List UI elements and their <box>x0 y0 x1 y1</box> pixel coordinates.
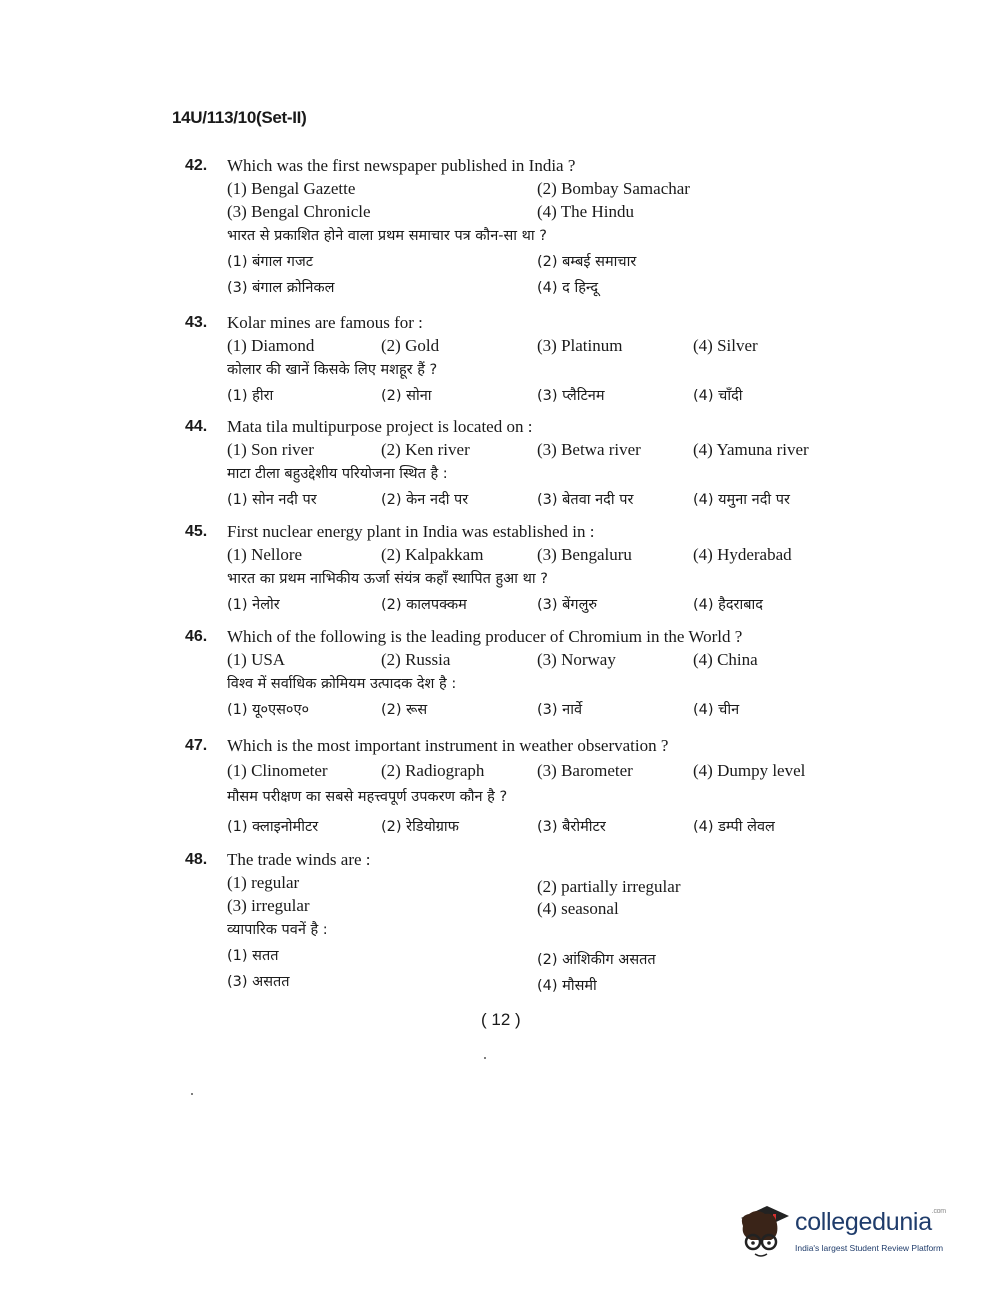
option-hi-4: (4) डम्पी लेवल <box>693 819 775 835</box>
option-en-2: (2) Russia <box>381 650 451 669</box>
option-en-4: (4) Dumpy level <box>693 761 806 780</box>
option-hi-2: (2) रेडियोग्राफ <box>381 819 459 835</box>
option-en-1: (1) Son river <box>227 440 314 459</box>
option-en-1: (1) Clinometer <box>227 761 328 780</box>
question-44 <box>185 415 865 513</box>
option-hi-2: (2) कालपक्कम <box>381 597 467 613</box>
collegedunia-logo <box>733 1196 963 1266</box>
question-text-en: The trade winds are : <box>227 850 371 869</box>
option-en-1: (1) Bengal Gazette <box>227 179 356 198</box>
option-en-3: (3) Platinum <box>537 336 623 355</box>
scan-speck <box>191 1093 193 1095</box>
option-hi-3: (3) बेंगलुरु <box>537 597 598 613</box>
option-en-3: (3) Bengaluru <box>537 545 632 564</box>
page-number: ( 12 ) <box>481 1010 521 1029</box>
question-text-hi: विश्व में सर्वाधिक क्रोमियम उत्पादक देश है : <box>227 676 457 692</box>
question-number: 44. <box>185 418 208 435</box>
option-en-2: (2) Ken river <box>381 440 470 459</box>
question-text-hi: भारत का प्रथम नाभिकीय ऊर्जा संयंत्र कहाँ स्थापित हुआ था ? <box>227 571 548 587</box>
question-text-hi: भारत से प्रकाशित होने वाला प्रथम समाचार पत्र कौन-सा था ? <box>227 228 547 244</box>
question-number: 42. <box>185 157 208 174</box>
question-text-hi: माटा टीला बहुउद्देशीय परियोजना स्थित है : <box>227 466 448 482</box>
question-text-en: First nuclear energy plant in India was established in : <box>227 522 595 541</box>
option-en-4: (4) seasonal <box>537 899 619 918</box>
question-number: 47. <box>185 737 208 754</box>
option-en-3: (3) Barometer <box>537 761 633 780</box>
question-text-en: Mata tila multipurpose project is located on : <box>227 417 533 436</box>
scan-speck <box>484 1057 486 1059</box>
option-hi-1: (1) हीरा <box>227 388 274 404</box>
option-hi-1: (1) बंगाल गजट <box>227 254 314 270</box>
option-en-3: (3) Norway <box>537 650 616 669</box>
option-hi-2: (2) केन नदी पर <box>381 492 469 508</box>
option-en-2: (2) partially irregular <box>537 877 681 896</box>
question-45 <box>185 520 865 618</box>
option-hi-4: (4) चाँदी <box>693 388 743 404</box>
option-en-1: (1) Diamond <box>227 336 315 355</box>
question-number: 45. <box>185 523 208 540</box>
option-hi-2: (2) रूस <box>381 702 428 718</box>
mascot-icon <box>733 1196 793 1266</box>
question-text-hi: मौसम परीक्षण का सबसे महत्त्वपूर्ण उपकरण कौन है ? <box>227 789 508 805</box>
option-en-4: (4) China <box>693 650 758 669</box>
option-en-3: (3) irregular <box>227 896 310 915</box>
question-text-en: Which was the first newspaper published in India ? <box>227 156 576 175</box>
question-46 <box>185 625 865 723</box>
question-text-en: Which of the following is the leading producer of Chromium in the World ? <box>227 627 743 646</box>
option-en-1: (1) regular <box>227 873 300 892</box>
option-en-3: (3) Betwa river <box>537 440 641 459</box>
question-text-en: Kolar mines are famous for : <box>227 313 423 332</box>
option-en-1: (1) Nellore <box>227 545 303 564</box>
option-en-4: (4) Silver <box>693 336 758 355</box>
option-en-2: (2) Kalpakkam <box>381 545 484 564</box>
question-43 <box>185 311 865 409</box>
option-hi-1: (1) क्लाइनोमीटर <box>227 819 319 835</box>
option-hi-4: (4) चीन <box>693 702 740 718</box>
option-en-2: (2) Bombay Samachar <box>537 179 690 198</box>
question-number: 48. <box>185 851 208 868</box>
option-hi-1: (1) सोन नदी पर <box>227 492 317 508</box>
question-number: 43. <box>185 314 208 331</box>
option-hi-4: (4) मौसमी <box>537 978 597 994</box>
option-hi-4: (4) द हिन्दू <box>537 280 599 296</box>
option-hi-1: (1) यू०एस०ए० <box>227 702 310 718</box>
option-en-4: (4) Hyderabad <box>693 545 792 564</box>
option-hi-2: (2) बम्बई समाचार <box>537 254 637 270</box>
logo-wordmark: collegedunia$^{.com}$ <box>795 1208 946 1236</box>
paper-code: 14U/113/10(Set-II) <box>172 108 307 127</box>
option-hi-4: (4) हैदराबाद <box>693 597 763 613</box>
option-en-4: (4) Yamuna river <box>693 440 809 459</box>
option-en-1: (1) USA <box>227 650 286 669</box>
option-hi-1: (1) सतत <box>227 948 279 964</box>
option-hi-3: (3) बेतवा नदी पर <box>537 492 634 508</box>
option-en-4: (4) The Hindu <box>537 202 634 221</box>
question-48 <box>185 848 865 995</box>
option-hi-3: (3) बैरोमीटर <box>537 819 606 835</box>
option-hi-3: (3) असतत <box>227 974 290 990</box>
option-hi-1: (1) नेलोर <box>227 597 280 613</box>
question-text-hi: व्यापारिक पवनें है : <box>227 922 328 938</box>
option-hi-2: (2) आंशिकीग असतत <box>537 952 656 968</box>
logo-tagline: India's largest Student Review Platform <box>795 1243 944 1253</box>
option-en-3: (3) Bengal Chronicle <box>227 202 371 221</box>
question-number: 46. <box>185 628 208 645</box>
question-text-en: Which is the most important instrument in weather observation ? <box>227 736 669 755</box>
option-hi-3: (3) नार्वे <box>537 702 583 718</box>
question-47 <box>185 734 865 840</box>
option-hi-3: (3) बंगाल क्रोनिकल <box>227 280 335 296</box>
option-hi-3: (3) प्लैटिनम <box>537 388 605 404</box>
option-en-2: (2) Radiograph <box>381 761 485 780</box>
question-42 <box>185 154 865 301</box>
option-en-2: (2) Gold <box>381 336 440 355</box>
question-text-hi: कोलार की खानें किसके लिए मशहूर हैं ? <box>227 362 438 378</box>
option-hi-4: (4) यमुना नदी पर <box>693 492 790 508</box>
option-hi-2: (2) सोना <box>381 388 432 404</box>
